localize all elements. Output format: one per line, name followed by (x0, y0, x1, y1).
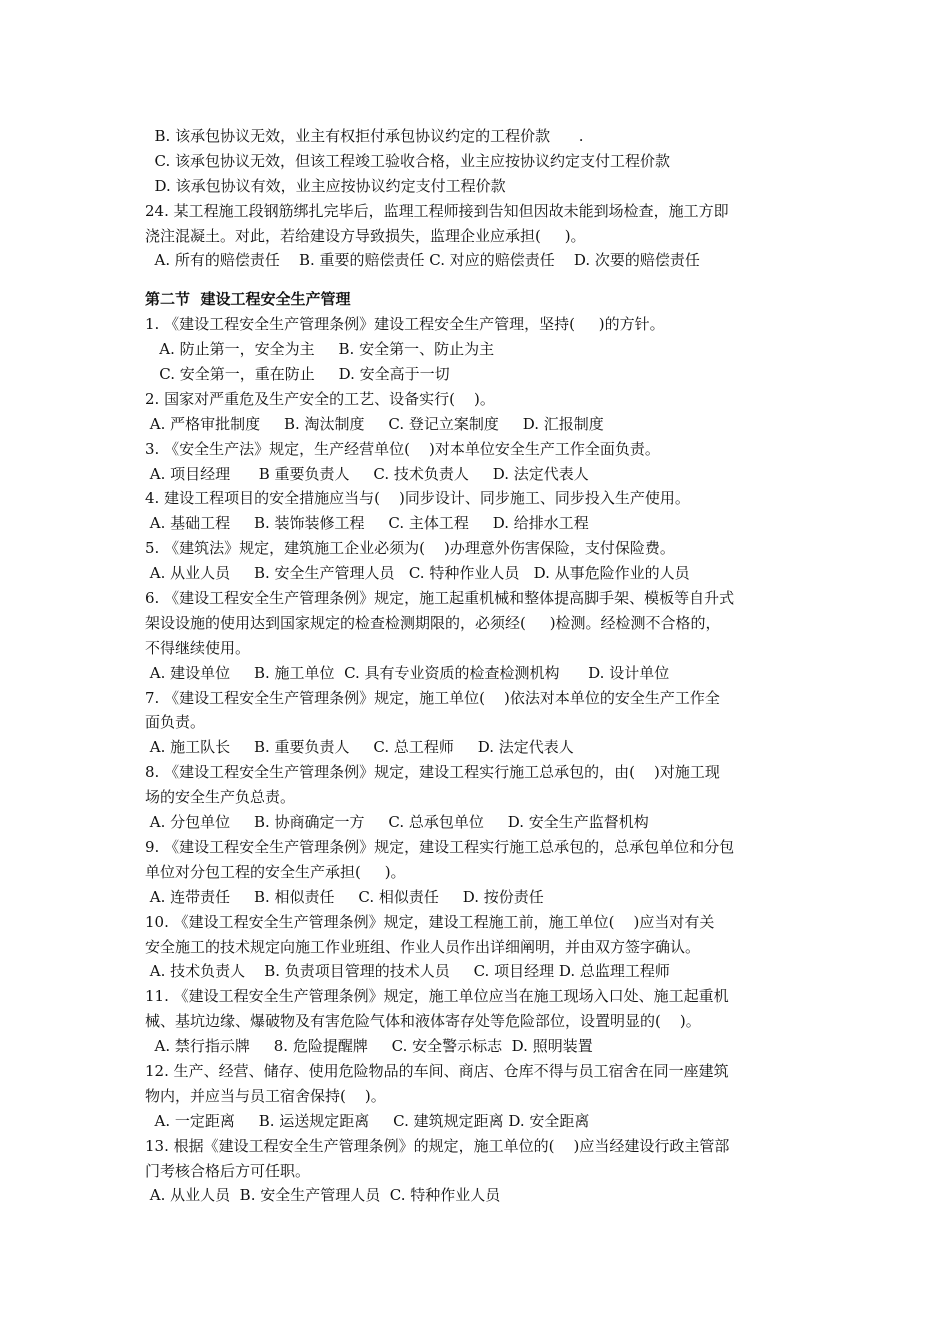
text-line: A. 项目经理 B 重要负责人 C. 技术负责人 D. 法定代表人 (145, 464, 589, 483)
text-line: A. 严格审批制度 B. 淘汰制度 C. 登记立案制度 D. 汇报制度 (145, 414, 604, 433)
text-line: 7. 《建设工程安全生产管理条例》规定，施工单位( )依法对本单位的安全生产工作全 (145, 688, 720, 707)
text-line: A. 连带责任 B. 相似责任 C. 相似责任 D. 按份责任 (145, 887, 544, 906)
section-heading: 第二节 建设工程安全生产管理 (145, 290, 351, 309)
document-page (145, 124, 815, 1208)
text-line: 面负责。 (145, 713, 206, 732)
top-lines (145, 124, 815, 273)
text-line: A. 从业人员 B. 安全生产管理人员 C. 特种作业人员 (145, 1186, 501, 1205)
text-line: 械、基坑边缘、爆破物及有害危险气体和液体寄存处等危险部位，设置明显的( )。 (145, 1012, 701, 1031)
text-line: 2. 国家对严重危及生产安全的工艺、设备实行( )。 (145, 389, 495, 408)
text-line: 单位对分包工程的安全生产承担( )。 (145, 862, 406, 881)
text-line: A. 分包单位 B. 协商确定一方 C. 总承包单位 D. 安全生产监督机构 (145, 813, 649, 832)
text-line: 1. 《建设工程安全生产管理条例》建设工程安全生产管理，坚持( )的方针。 (145, 315, 665, 334)
text-line: 12. 生产、经营、储存、使用危险物品的车间、商店、仓库不得与员工宿舍在同一座建筑 (145, 1061, 729, 1080)
text-line: B. 该承包协议无效，业主有权拒付承包协议约定的工程价款 . (145, 127, 584, 145)
text-line: 13. 根据《建设工程安全生产管理条例》的规定，施工单位的( )应当经建设行政主管部 (145, 1136, 730, 1155)
text-line: C. 安全第一，重在防止 D. 安全高于一切 (145, 365, 450, 384)
text-line: 3. 《安全生产法》规定，生产经营单位( )对本单位安全生产工作全面负责。 (145, 439, 660, 458)
text-line: 10. 《建设工程安全生产管理条例》规定，建设工程施工前，施工单位( )应当对有关 (145, 912, 715, 931)
text-line: A. 防止第一，安全为主 B. 安全第一、防止为主 (145, 340, 495, 359)
text-line: 门考核合格后方可任职。 (145, 1161, 311, 1180)
text-line: A. 一定距离 B. 运送规定距离 C. 建筑规定距离 D. 安全距离 (145, 1111, 590, 1130)
text-line: 物内，并应当与员工宿舍保持( )。 (145, 1086, 386, 1105)
text-line: 4. 建设工程项目的安全措施应当与( )同步设计、同步施工、同步投入生产使用。 (145, 489, 690, 508)
text-line: A. 施工队长 B. 重要负责人 C. 总工程师 D. 法定代表人 (145, 738, 574, 757)
text-line: 24. 某工程施工段钢筋绑扎完毕后，监理工程师接到告知但因故未能到场检查，施工方即 (145, 201, 729, 220)
text-line: A. 从业人员 B. 安全生产管理人员 C. 特种作业人员 D. 从事危险作业的人员 (145, 564, 690, 583)
text-line: 架设设施的使用达到国家规定的检查检测期限的，必须经( )检测。经检测不合格的， (145, 613, 721, 632)
text-line: A. 禁行指示牌 8. 危险提醒牌 C. 安全警示标志 D. 照明装置 (145, 1037, 593, 1056)
text-line: 9. 《建设工程安全生产管理条例》规定，建设工程实行施工总承包的，总承包单位和分包 (145, 837, 735, 856)
text-line: 6. 《建设工程安全生产管理条例》规定，施工起重机械和整体提高脚手架、模板等自升式 (145, 589, 735, 608)
text-line: A. 所有的赔偿责任 B. 重要的赔偿责任 C. 对应的赔偿责任 D. 次要的赔偿责任 (145, 251, 700, 270)
text-line: 场的安全生产负总责。 (145, 788, 296, 807)
text-line: A. 建设单位 B. 施工单位 C. 具有专业资质的检查检测机构 D. 设计单位 (145, 663, 670, 682)
text-line: D. 该承包协议有效，业主应按协议约定支付工程价款 (145, 176, 506, 195)
text-line: 11. 《建设工程安全生产管理条例》规定，施工单位应当在施工现场入口处、施工起重机 (145, 987, 729, 1006)
text-line: 5. 《建筑法》规定，建筑施工企业必须为( )办理意外伤害保险，支付保险费。 (145, 539, 675, 558)
text-line: 不得继续使用。 (145, 638, 251, 657)
question-list (145, 312, 815, 1208)
text-line: A. 基础工程 B. 装饰装修工程 C. 主体工程 D. 给排水工程 (145, 514, 589, 533)
text-line: A. 技术负责人 B. 负责项目管理的技术人员 C. 项目经理 D. 总监理工程师 (145, 962, 670, 981)
text-line: 浇注混凝土。对此，若给建设方导致损失，监理企业应承担( )。 (145, 226, 586, 245)
text-line: C. 该承包协议无效，但该工程竣工验收合格，业主应按协议约定支付工程价款 (145, 151, 671, 170)
text-line: 安全施工的技术规定向施工作业班组、作业人员作出详细阐明，并由双方签字确认。 (145, 937, 701, 956)
text-line: 8. 《建设工程安全生产管理条例》规定，建设工程实行施工总承包的，由( )对施工现 (145, 763, 720, 782)
